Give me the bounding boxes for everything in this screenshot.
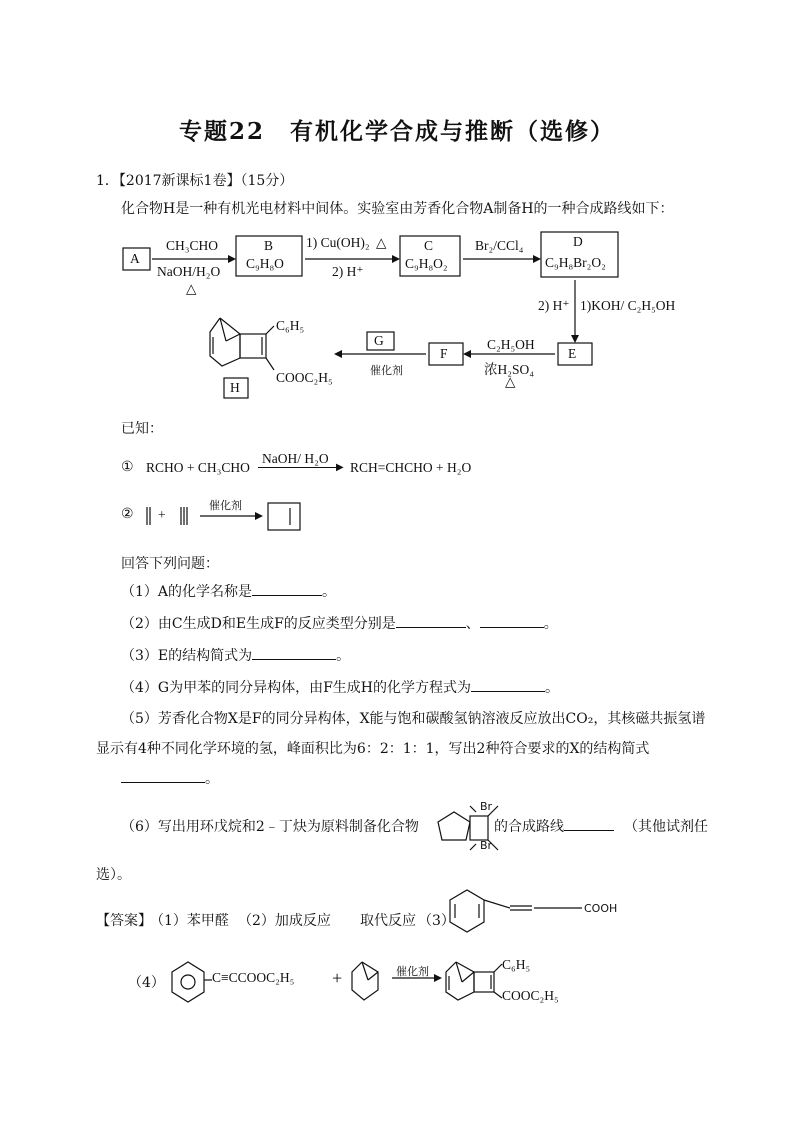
h-substituent-phenyl: C₆H₅ bbox=[276, 318, 305, 333]
label-b-formula: C₉H₈O bbox=[246, 256, 284, 271]
q6-suffix: 的合成路线 bbox=[494, 816, 614, 836]
reagent-ch3cho: CH₃CHO bbox=[166, 238, 218, 253]
reagent-h-plus: 2) H⁺ bbox=[332, 264, 364, 279]
q4: （4）G为甲苯的同分异构体，由F生成H的化学方程式为 。 bbox=[121, 680, 560, 696]
known2-number: ② bbox=[121, 506, 134, 522]
q1: （1）A的化学名称是 。 bbox=[121, 584, 337, 600]
label-e: E bbox=[568, 346, 577, 361]
answer-3-cooh: COOH bbox=[584, 902, 618, 915]
reagent-h2so4: 浓H₂SO₄ bbox=[484, 362, 534, 377]
label-c-formula: C₉H₈O₂ bbox=[405, 256, 448, 271]
label-f: F bbox=[440, 346, 448, 361]
reagent-br2: Br₂/CCl₄ bbox=[475, 238, 524, 253]
label-d: D bbox=[573, 234, 583, 249]
known1-arrowhead: ▶ bbox=[336, 462, 344, 473]
answer-4-phenyl: C₆H₅ bbox=[502, 957, 531, 972]
reagent-koh: 1)KOH/ C₂H₅OH bbox=[580, 298, 676, 313]
reagent-h-plus-2: 2) H⁺ bbox=[538, 298, 570, 313]
answer-prompt: 回答下列问题： bbox=[121, 556, 219, 572]
q3: （3）E的结构简式为 。 bbox=[121, 648, 351, 664]
answer-1: （1）苯甲醛 bbox=[150, 913, 229, 929]
a4-norbornadiene bbox=[352, 962, 378, 1000]
reagent-naoh: NaOH/H₂O bbox=[157, 264, 221, 279]
label-b: B bbox=[264, 238, 274, 253]
answer-label: 【答案】 bbox=[96, 913, 152, 929]
answer-4-label: （4） bbox=[128, 975, 165, 991]
known2-plus: + bbox=[158, 507, 166, 522]
label-c: C bbox=[424, 238, 434, 253]
label-a: A bbox=[130, 251, 140, 266]
h-ring-left bbox=[210, 318, 240, 366]
answer-4-ester: COOC₂H₅ bbox=[502, 988, 559, 1003]
q6-line2: 选）。 bbox=[96, 867, 131, 883]
reagent-cuoh2: 1) Cu(OH)₂ bbox=[306, 235, 370, 250]
answer-4-plus: + bbox=[332, 968, 343, 988]
known1-number: ① bbox=[121, 459, 134, 475]
question-number: 1．【2017新课标1卷】（15分） bbox=[96, 173, 294, 189]
answer-3-label: （3） bbox=[418, 913, 455, 929]
q6-cyclopentane bbox=[438, 812, 470, 840]
q5-line3: 。 bbox=[121, 768, 219, 788]
q5-line1: （5）芳香化合物X是F的同分异构体，X能与饱和碳酸氢钠溶液反应放出CO₂，其核磁共振氢谱 bbox=[121, 711, 706, 727]
heat-symbol-2: △ bbox=[376, 235, 387, 250]
q6-br-top: Br bbox=[480, 800, 493, 813]
question-intro: 化合物H是一种有机光电材料中间体。实验室由芳香化合物A制备H的一种合成路线如下： bbox=[121, 201, 674, 217]
reagent-ethanol: C₂H₅OH bbox=[487, 337, 535, 352]
answer-2a: （2）加成反应 bbox=[238, 913, 331, 929]
h-substituent-ester: COOC₂H₅ bbox=[276, 370, 333, 385]
known2-condition: 催化剂 bbox=[209, 499, 242, 512]
heat-symbol-3: △ bbox=[505, 374, 516, 389]
known1-reactants: RCHO + CH₃CHO bbox=[146, 460, 250, 475]
label-h: H bbox=[230, 380, 240, 395]
q6-br-bottom: Br bbox=[480, 839, 493, 852]
known-label: 已知： bbox=[121, 421, 163, 437]
q2: （2）由C生成D和E生成F的反应类型分别是 、 。 bbox=[121, 616, 558, 632]
page-title: 专题22 有机化学合成与推断（选修） bbox=[178, 118, 615, 145]
answer-4-catalyst: 催化剂 bbox=[396, 965, 429, 978]
heat-symbol-1: △ bbox=[186, 281, 197, 296]
known1-condition: NaOH/ H₂O bbox=[262, 451, 329, 466]
label-d-formula: C₉H₈Br₂O₂ bbox=[545, 255, 606, 270]
q6-prefix: （6）写出用环戊烷和2﹣丁炔为原料制备化合物 bbox=[121, 819, 419, 835]
known2-product bbox=[268, 503, 300, 530]
known1-products: RCH=CHCHO + H₂O bbox=[350, 460, 472, 475]
catalyst-label: 催化剂 bbox=[370, 364, 403, 377]
answer-4-reactant: C≡CCOOC₂H₅ bbox=[212, 970, 295, 985]
known1-arrow bbox=[258, 467, 340, 468]
q5-line2: 显示有4种不同化学环境的氢，峰面积比为6：2：1：1，写出2种符合要求的X的结构简式 bbox=[96, 741, 650, 757]
q6-tail: （其他试剂任 bbox=[624, 819, 708, 835]
answer-2b: 取代反应 bbox=[360, 913, 416, 929]
label-g: G bbox=[374, 333, 384, 348]
a4-benzene bbox=[172, 962, 204, 1002]
